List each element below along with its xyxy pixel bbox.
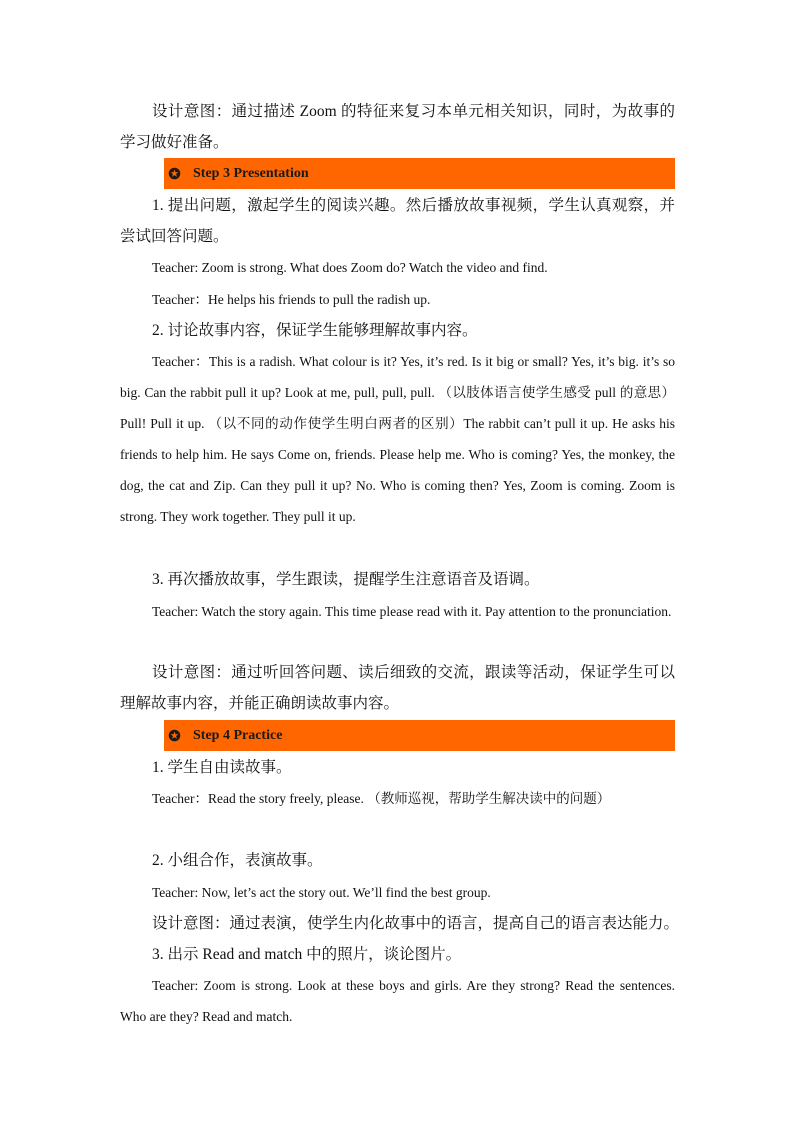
teacher-line-2: Teacher：He helps his friends to pull the radish up.: [152, 292, 431, 307]
teacher-line-3: Teacher: Watch the story again. This time please read with it. Pay attention to the pronunciation.: [152, 604, 672, 619]
step4-item-3: 3. 出示 Read and match 中的照片，谈论图片。: [152, 946, 462, 963]
step4-item-1: 1. 学生自由读故事。: [152, 759, 292, 776]
step-4-title: Step 4 Practice: [193, 727, 283, 743]
step-3-header: [164, 158, 675, 189]
teacher-line-1: Teacher: Zoom is strong. What does Zoom do? Watch the video and find.: [152, 260, 548, 275]
step3-item-2: 2. 讨论故事内容，保证学生能够理解故事内容。: [152, 322, 478, 339]
star-circle-icon: [168, 167, 181, 180]
design-intent-paragraph-3: 设计意图：通过表演，使学生内化故事中的语言，提高自己的语言表达能力。: [152, 915, 680, 932]
teacher-line-6: Teacher: Zoom is strong. Look at these boys and girls. Are they strong? Read the sentences. Who are they? Read and match.: [120, 978, 675, 1024]
teacher-line-5: Teacher: Now, let’s act the story out. We’ll find the best group.: [152, 885, 491, 900]
design-intent-paragraph-2: 设计意图：通过听回答问题、读后细致的交流，跟读等活动，保证学生可以理解故事内容，并能正确朗读故事内容。: [120, 664, 675, 712]
teacher-line-4: Teacher：Read the story freely, please. （教师巡视，帮助学生解决读中的问题）: [152, 791, 611, 806]
step-3-title: Step 3 Presentation: [193, 165, 309, 181]
step3-item-3: 3. 再次播放故事，学生跟读，提醒学生注意语音及语调。: [152, 571, 540, 588]
star-circle-icon: [168, 729, 181, 742]
step3-item-1: 1. 提出问题，激起学生的阅读兴趣。然后播放故事视频，学生认真观察，并尝试回答问题。: [120, 197, 675, 245]
design-intent-paragraph-1: 设计意图：通过描述 Zoom 的特征来复习本单元相关知识，同时，为故事的学习做好准备。: [120, 103, 675, 151]
step-4-header: [164, 720, 675, 751]
teacher-discussion-paragraph: Teacher：This is a radish. What colour is it? Yes, it’s red. Is it big or small? Yes, it’s big. it’s so big. Can the rabbit pull it up? Look at me, pull, pull, pull. （以肢体语言使学生感受 pull 的意思）Pull! Pull it up. （以不同的动作使学生明白两者的区别）The rabbit can’t pull it up. He asks his friends to help him. He says Come on, friends. Please help me. Who is coming? Yes, the monkey, the dog, the cat and Zip. Can they pull it up? No. Who is coming then? Yes, Zoom is coming. Zoom is strong. They work together. They pull it up.: [120, 354, 675, 524]
step4-item-2: 2. 小组合作，表演故事。: [152, 852, 323, 869]
